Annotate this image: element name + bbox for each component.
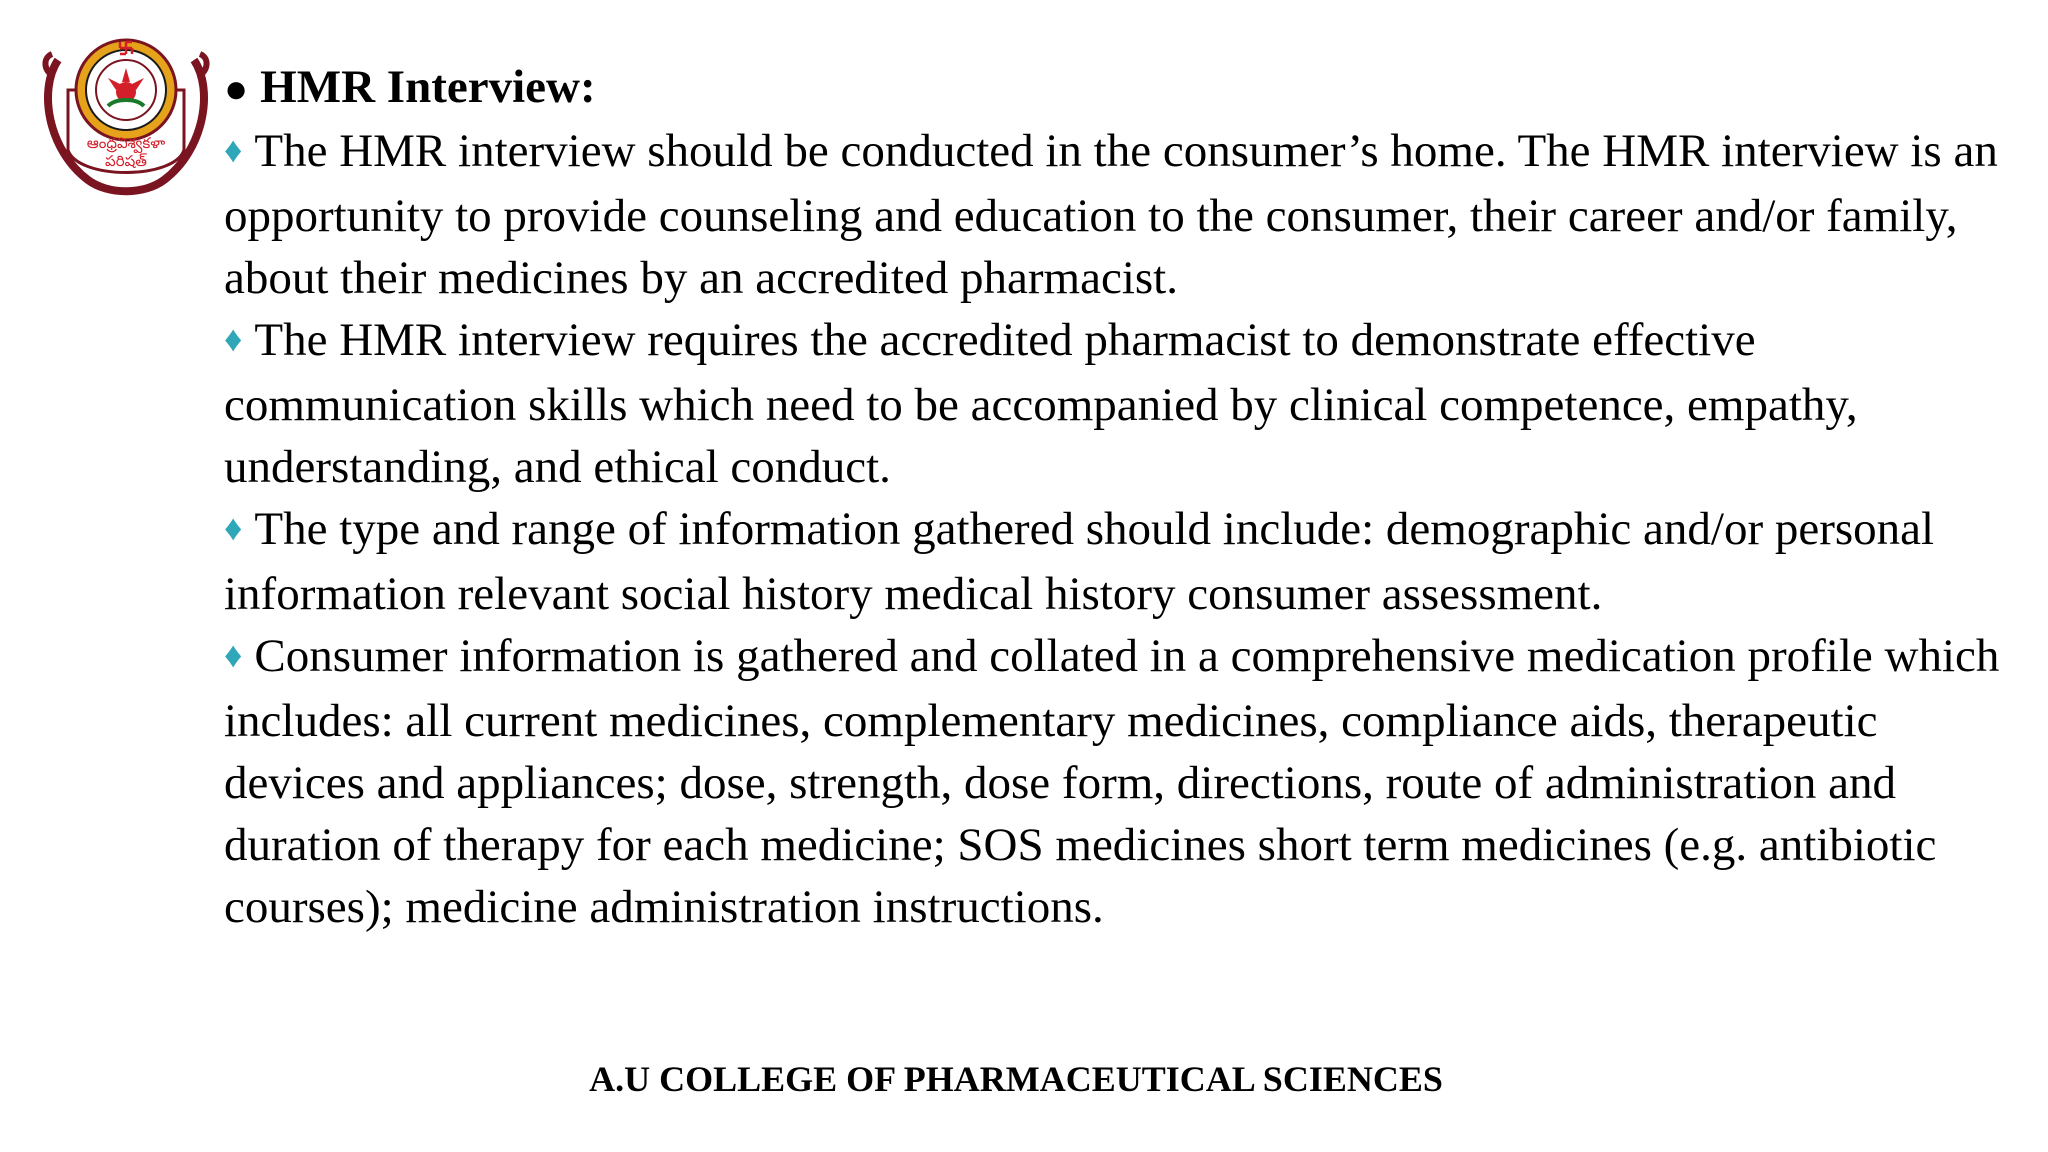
bullet-point-4 [224, 625, 2024, 938]
footer-college-name: A.U COLLEGE OF PHARMACEUTICAL SCIENCES [589, 1059, 1443, 1099]
logo-text-line-2: పరిషత్ [105, 152, 147, 170]
diamond-bullet-icon: ♦ [224, 130, 243, 170]
diamond-bullet-icon: ♦ [224, 319, 243, 359]
logo-text-line-1: ఆంధ్రవిశ్వకళా [86, 134, 166, 152]
bullet-point-3 [224, 498, 2024, 625]
bullet-point-2 [224, 309, 2024, 498]
slide-heading-text: HMR Interview: [260, 61, 596, 113]
bullet-point-text: The type and range of information gathered should include: demographic and/or personal information relevant social history medical history consumer assessment. [224, 503, 1935, 620]
slide-content [224, 56, 2024, 938]
bullet-point-text: Consumer information is gathered and collated in a comprehensive medication profile which includes: all current medicines, complementary medicines, compliance aids, therapeutic devices and appliances; dose, strength, dose form, directions, route of administration and duration of therapy for each medicine; SOS medicines short term medicines (e.g. antibiotic courses); medicine administration instructions. [224, 630, 2000, 933]
bullet-point-text: The HMR interview requires the accredited pharmacist to demonstrate effective communication skills which need to be accompanied by clinical competence, empathy, understanding, and ethical conduct. [224, 314, 1858, 493]
bullet-point-text: The HMR interview should be conducted in the consumer’s home. The HMR interview is an opportunity to provide counseling and education to the consumer, their career and/or family, about their medicines by an accredited pharmacist. [224, 125, 1998, 304]
diamond-bullet-icon: ♦ [224, 508, 243, 548]
andhra-university-emblem [38, 20, 214, 200]
slide-heading [224, 56, 2024, 120]
heading-bullet-icon: ● [224, 66, 249, 111]
diamond-bullet-icon: ♦ [224, 635, 243, 675]
slide-footer [0, 1058, 2048, 1100]
bullet-point-1 [224, 120, 2024, 309]
university-logo [38, 20, 214, 200]
